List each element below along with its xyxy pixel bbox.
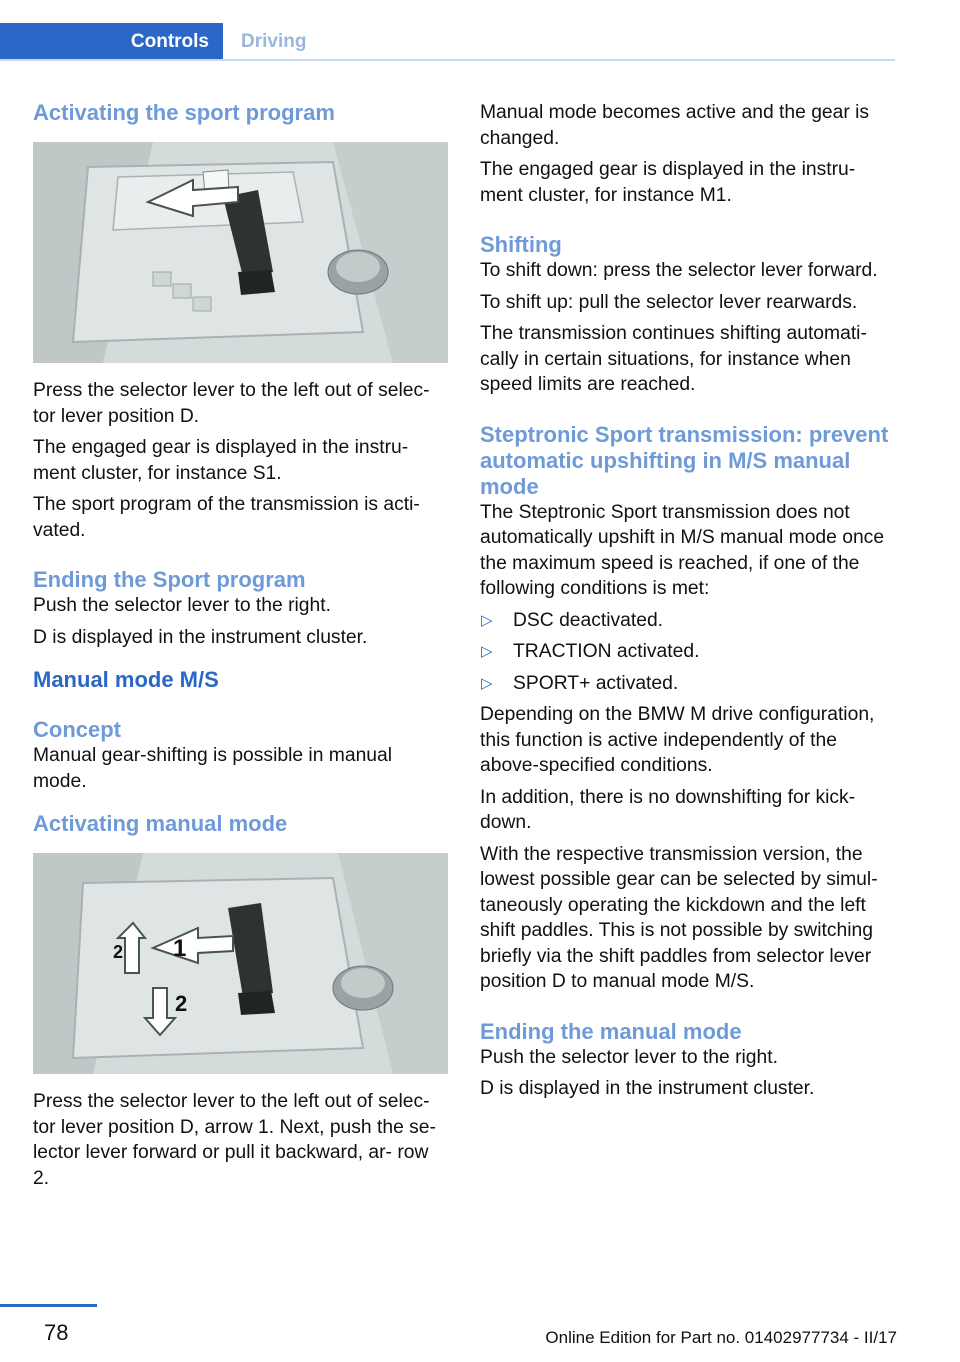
right-column [480,100,896,1102]
conditions-list [480,608,896,697]
figure-label-arrow-1: 1 [173,935,187,962]
triangle-bullet-icon: ▷ [481,674,493,692]
activating-sport-heading: Activating the sport program [33,100,335,125]
shifting-heading: Shifting [480,232,562,257]
shifting-paragraph-1: To shift down: press the selector lever forward. [480,260,878,281]
steptronic-paragraph-3: In addition, there is no downshifting for kick‐ down. [480,786,856,833]
manual-active-paragraph-1: Manual mode becomes active and the gear is changed. [480,102,870,149]
list-item: ▷ DSC deactivated. [480,608,896,634]
manual-mode-heading: Manual mode M/S [33,667,219,692]
manual-active-paragraph-2: The engaged gear is displayed in the instru‐ ment cluster, for instance M1. [480,159,856,206]
triangle-bullet-icon: ▷ [481,611,493,629]
tab-driving[interactable]: Driving [241,31,307,52]
selector-lever-illustration-2 [33,853,448,1074]
steptronic-paragraph-1: The Steptronic Sport transmission does not automatically upshift in M/S manual mode once the maximum speed is reached, if one of the following conditions is met: [480,501,885,599]
tab-controls[interactable]: Controls [0,23,223,61]
ending-manual-paragraph-1: Push the selector lever to the right. [480,1046,778,1068]
ending-sport-paragraph-2: D is displayed in the instrument cluster. [33,626,368,648]
shifting-paragraph-2: To shift up: pull the selector lever rearwards. [480,291,858,313]
triangle-bullet-icon: ▷ [481,643,493,660]
concept-paragraph: Manual gear-shifting is possible in manual mode. [33,745,393,792]
sport-paragraph-1: Press the selector lever to the left out of selec‐ tor lever position D. [33,380,430,427]
list-item: ▷ SPORT+ activated. [480,671,896,697]
steptronic-paragraph-2: Depending on the BMW M drive configuration, this function is active independently of the above-specified conditions. [480,704,875,776]
figure-sport-program [33,142,448,363]
ending-sport-heading: Ending the Sport program [33,567,306,592]
list-item: ▷ TRACTION activated. [480,639,896,665]
header-rule [0,59,895,61]
figure-label-arrow-2b: 2 [175,991,188,1016]
sport-paragraph-2: The engaged gear is displayed in the instru‐ ment cluster, for instance S1. [33,437,409,484]
steptronic-paragraph-4: With the respective transmission version, the lowest possible gear can be selected by simul‐ taneously operating the kickdown and the left shift paddles. This is not possible by switching briefly via the shift paddles from selector lever position D to manual mode M/S. [480,843,878,992]
header-tabs [0,23,895,61]
footer-rule [0,1304,97,1307]
shifting-paragraph-3: The transmission continues shifting automati‐ cally in certain situations, for instance when speed limits are reached. [480,323,867,395]
page-number: 78 [44,1320,69,1345]
manual-paragraph: Press the selector lever to the left out of selec‐ tor lever position D, arrow 1. Next, push the se‐ lector lever forward or pull it backward, ar‐ row 2. [33,1091,436,1189]
sport-paragraph-3: The sport program of the transmission is acti‐ vated. [33,494,420,541]
figure-label-arrow-2a: 2 [113,942,124,962]
ending-manual-heading: Ending the manual mode [480,1018,742,1044]
selector-lever-illustration-1 [33,142,448,363]
ending-manual-paragraph-2: D is displayed in the instrument cluster. [480,1078,815,1099]
ending-sport-paragraph-1: Push the selector lever to the right. [33,595,331,616]
edition-text: Online Edition for Part no. 01402977734 - II/17 [545,1328,897,1347]
concept-heading: Concept [33,717,121,742]
activating-manual-heading: Activating manual mode [33,811,288,836]
left-column [33,100,448,1191]
steptronic-heading: Steptronic Sport transmission: prevent automatic upshifting in M/S manual mode [480,421,889,499]
figure-manual-mode [33,853,448,1074]
